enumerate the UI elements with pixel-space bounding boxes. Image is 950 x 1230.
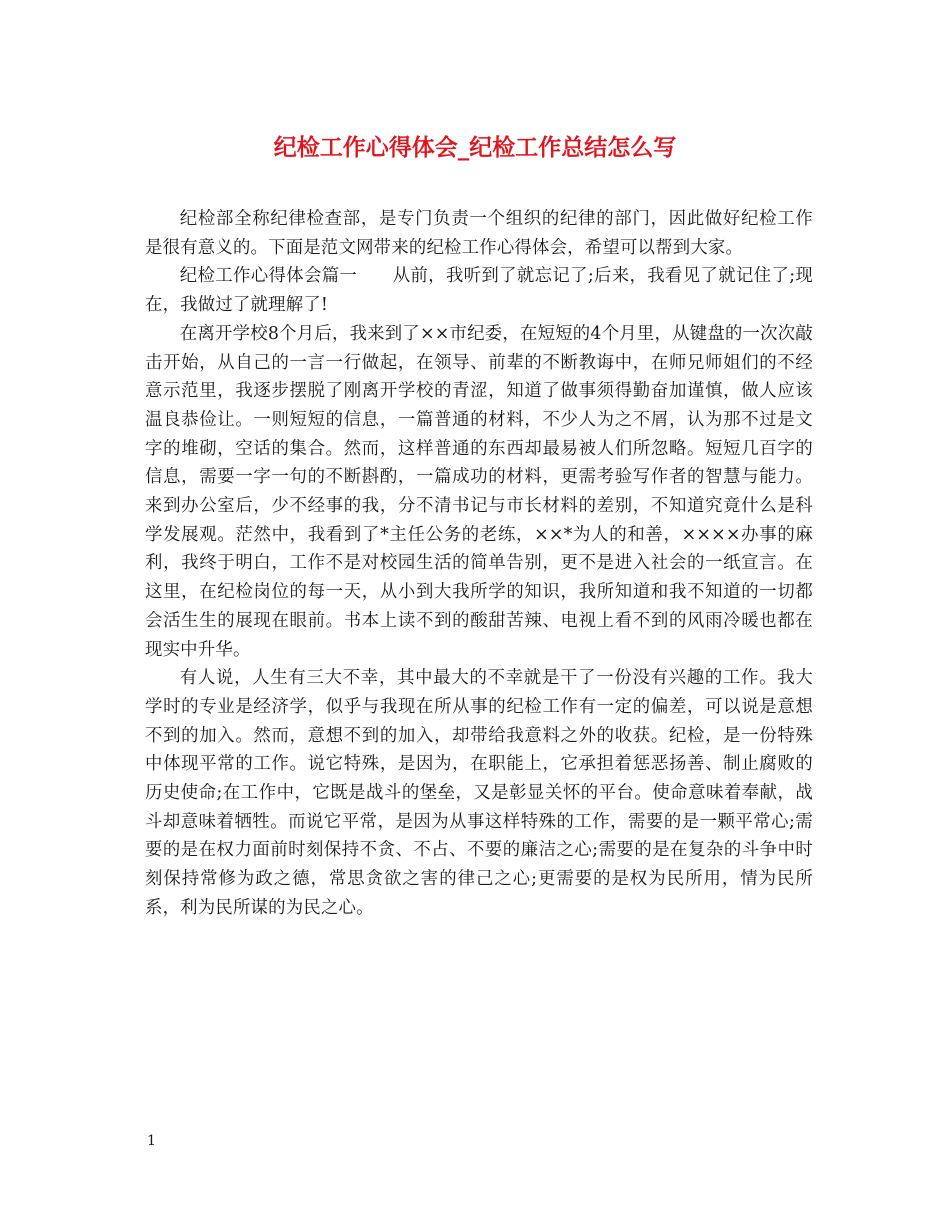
document-title: 纪检工作心得体会_纪检工作总结怎么写: [273, 134, 677, 161]
paragraph-section-one-start: 纪检工作心得体会篇一 从前，我听到了就忘记了;后来，我看见了就记住了;现在，我做过了就理解了!: [145, 266, 813, 316]
paragraph-experience: 在离开学校8个月后，我来到了××市纪委，在短短的4个月里，从键盘的一次次敲击开始，从自己的一言一行做起，在领导、前辈的不断教诲中，在师兄师姐们的不经意示范里，我逐步摆脱了刚离开学校的青涩，知道了做事须得勤奋加谨慎，做人应该温良恭俭让。一则短短的信息，一篇普通的材料，不少人为之不屑，认为那不过是文字的堆砌，空话的集合。然而，这样普通的东西却最易被人们所忽略。短短几百字的信息，需要一字一句的不断斟酌，一篇成功的材料，更需考验写作者的智慧与能力。来到办公室后，少不经事的我，分不清书记与市长材料的差别，不知道究竟什么是科学发展观。茫然中，我看到了*主任公务的老练，××*为人的和善，××××办事的麻利，我终于明白，工作不是对校园生活的简单告别，更不是进入社会的一纸宣言。在这里，在纪检岗位的每一天，从小到大我所学的知识，我所知道和我不知道的一切都会活生生的展现在眼前。书本上读不到的酸甜苦辣、电视上看不到的风雨冷暖也都在现实中升华。: [145, 323, 813, 660]
page-number: 1: [147, 1133, 156, 1149]
paragraph-reflection: 有人说，人生有三大不幸，其中最大的不幸就是干了一份没有兴趣的工作。我大学时的专业是经济学，似乎与我现在所从事的纪检工作有一定的偏差，可以说是意想不到的加入。然而，意想不到的加入，却带给我意料之外的收获。纪检，是一份特殊中体现平常的工作。说它特殊，是因为，在职能上，它承担着惩恶扬善、制止腐败的历史使命;在工作中，它既是战斗的堡垒，又是彰显关怀的平台。使命意味着奉献，战斗却意味着牺牲。而说它平常，是因为从事这样特殊的工作，需要的是一颗平常心;需要的是在权力面前时刻保持不贪、不占、不要的廉洁之心;需要的是在复杂的斗争中时刻保持常修为政之德，常思贪欲之害的律己之心;更需要的是权为民所用，情为民所系，利为民所谋的为民之心。: [145, 668, 813, 918]
document-body: [145, 205, 813, 923]
paragraph-intro: 纪检部全称纪律检查部，是专门负责一个组织的纪律的部门，因此做好纪检工作是很有意义的。下面是范文网带来的纪检工作心得体会，希望可以帮到大家。: [145, 209, 813, 258]
